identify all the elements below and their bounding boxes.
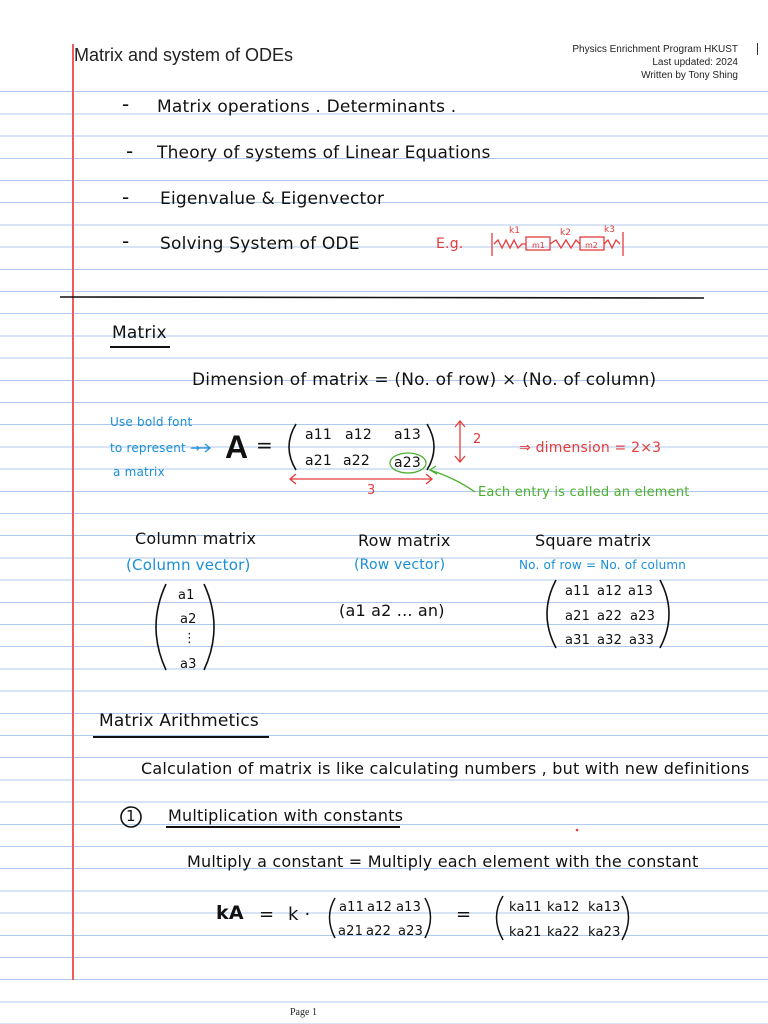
matrix-equals: = — [256, 433, 273, 457]
last-updated: Last updated: 2024 — [652, 57, 738, 68]
eq-right-ka13: ka13 — [588, 900, 621, 915]
spring-label-k3: k3 — [604, 225, 615, 235]
column-entry-dots: ⋮ — [183, 631, 197, 646]
square-entry-a12: a12 — [597, 584, 623, 599]
margin-line — [72, 44, 74, 980]
square-entry-a22: a22 — [597, 609, 623, 624]
square-entry-a31: a31 — [565, 633, 591, 648]
matrix-heading: Matrix — [112, 323, 167, 343]
multiplication-rule: Multiply a constant = Multiply each element with the constant — [187, 852, 699, 871]
square-entry-a21: a21 — [565, 609, 591, 624]
eq-equals-1: = — [259, 904, 275, 925]
mass-label-m2: m2 — [585, 241, 598, 250]
multiplication-title: Multiplication with constants — [168, 806, 404, 825]
square-matrix-title: Square matrix — [535, 531, 652, 550]
eq-right-ka12: ka12 — [547, 900, 580, 915]
eq-mid-a13: a13 — [396, 900, 422, 915]
eq-equals-2: = — [456, 904, 472, 925]
program-name: Physics Enrichment Program HKUST — [572, 44, 738, 55]
spring-label-k2: k2 — [560, 228, 571, 238]
eq-constant-k: k · — [288, 904, 311, 925]
item-number: 1 — [126, 807, 136, 825]
arithmetic-heading: Matrix Arithmetics — [99, 711, 259, 731]
column-entry-2: a2 — [180, 612, 197, 627]
row-matrix-subtitle: (Row vector) — [354, 557, 446, 573]
multiplication-title-underline — [166, 826, 400, 828]
column-entry-1: a1 — [178, 588, 195, 603]
element-note: Each entry is called an element — [478, 485, 690, 500]
dimension-rule: Dimension of matrix = (No. of row) × (No. of column) — [192, 370, 657, 390]
arithmetic-intro: Calculation of matrix is like calculating numbers , but with new definitions — [141, 759, 750, 778]
outline-bullet-4: - — [122, 229, 130, 253]
bold-note-line-1: Use bold font — [110, 415, 193, 429]
eq-mid-a21: a21 — [338, 924, 364, 939]
outline-bullet-3: - — [122, 185, 130, 209]
outline-bullet-2: - — [126, 139, 134, 163]
outline-item-4: Solving System of ODE — [160, 234, 360, 254]
entry-a21: a21 — [305, 453, 332, 469]
matrix-heading-underline — [110, 346, 170, 348]
column-matrix-subtitle: (Column vector) — [126, 556, 251, 574]
eq-right-ka23: ka23 — [588, 925, 621, 940]
example-label: E.g. — [436, 236, 464, 252]
bold-note-line-2: to represent → — [110, 441, 201, 455]
page-title: Matrix and system of ODEs — [74, 45, 294, 65]
mass-label-m1: m1 — [532, 241, 545, 250]
entry-a13: a13 — [394, 427, 421, 443]
outline-item-3: Eigenvalue & Eigenvector — [160, 189, 385, 209]
spring-label-k1: k1 — [509, 226, 520, 236]
column-matrix-title: Column matrix — [135, 529, 257, 548]
square-entry-a13: a13 — [628, 584, 654, 599]
header-divider — [757, 43, 758, 55]
square-entry-a23: a23 — [630, 609, 656, 624]
arithmetic-heading-underline — [93, 736, 269, 738]
square-entry-a32: a32 — [597, 633, 623, 648]
entry-a12: a12 — [345, 427, 372, 443]
column-entry-3: a3 — [180, 657, 197, 672]
square-entry-a11: a11 — [565, 584, 591, 599]
header-info — [572, 43, 738, 82]
eq-mid-a22: a22 — [366, 924, 392, 939]
eq-mid-a12: a12 — [367, 900, 393, 915]
page-number: Page 1 — [290, 1007, 317, 1018]
square-matrix-subtitle: No. of row = No. of column — [519, 558, 687, 572]
entry-a23: a23 — [394, 455, 421, 471]
entry-a22: a22 — [343, 453, 370, 469]
square-entry-a33: a33 — [629, 633, 655, 648]
cols-count: 3 — [367, 483, 376, 498]
eq-mid-a11: a11 — [339, 900, 365, 915]
author: Written by Tony Shing — [641, 70, 738, 81]
eq-right-ka11: ka11 — [509, 900, 542, 915]
row-matrix-title: Row matrix — [358, 531, 451, 550]
rows-count: 2 — [473, 432, 482, 447]
entry-a11: a11 — [305, 427, 332, 443]
eq-lhs-kA: kA — [216, 902, 244, 924]
row-matrix-expression: (a1 a2 ... an) — [339, 601, 445, 620]
outline-bullet-1: - — [122, 92, 130, 116]
eq-mid-a23: a23 — [398, 924, 424, 939]
dimension-note: ⇒ dimension = 2×3 — [519, 440, 662, 456]
outline-item-1: Matrix operations . Determinants . — [157, 97, 457, 117]
outline-item-2: Theory of systems of Linear Equations — [157, 143, 491, 163]
eq-right-ka21: ka21 — [509, 925, 542, 940]
bold-note-line-3: a matrix — [113, 465, 165, 479]
matrix-symbol-A: A — [225, 429, 249, 465]
eq-right-ka22: ka22 — [547, 925, 580, 940]
